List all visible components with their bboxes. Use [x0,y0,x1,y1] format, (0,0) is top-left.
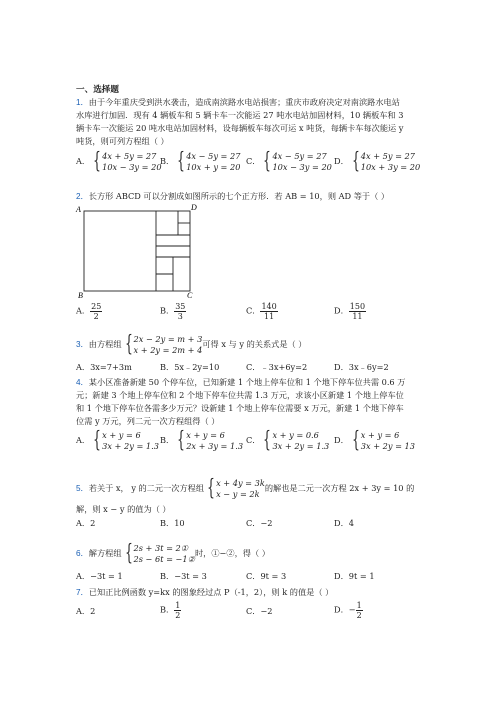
q4-option-a[interactable]: A． { x + y = 6 3x + 2y = 1.3 [76,428,159,453]
label-c: C [187,291,193,299]
q4-line-4: 位需 y 万元，列二元一次方程组得（ ） [76,416,220,426]
label-d: D [191,203,197,212]
q6-option-d[interactable]: D．9t = 1 [334,571,375,581]
q2-option-b[interactable]: B． $\frac{35}{3}$ [160,302,186,321]
q1-line-4: 吨货，则可列方程组（ ） [76,136,169,146]
q3-number: 3． [76,340,89,349]
q3-option-c[interactable]: C．﹣3x+6y=2 [246,362,308,372]
q6-line: 6．解方程组 { 2s + 3t = 2① 2s − 6t = −1② 时，①−②，得（ ） [76,541,270,566]
q1-number: 1． [76,98,89,107]
q7-option-c[interactable]: C．−2 [246,606,273,616]
q3-option-b[interactable]: B．5x﹣2y=10 [160,362,220,372]
q5-line-2: 解，则 x − y 的值为（ ） [76,504,171,514]
q2-option-c[interactable]: C． $\frac{140}{11}$ [246,302,277,321]
section-title: 一、选择题 [76,85,119,95]
q5-option-d[interactable]: D．4 [334,518,354,528]
q6-option-c[interactable]: C．9t = 3 [246,571,287,581]
q3-option-a[interactable]: A．3x=7+3m [76,362,132,372]
q3-option-d[interactable]: D．3x﹣6y=2 [334,362,389,372]
q4-line-1: 4．某小区准备新建 50 个停车位，已知新建 1 个地上停车位和 1 个地下停车位共需 0.6 万 [76,377,406,387]
q5-option-a[interactable]: A．2 [76,518,96,528]
q4-option-b[interactable]: B． { x + y = 6 2x + 3y = 1.3 [160,428,244,453]
q2-number: 2． [76,192,89,201]
q4-option-d[interactable]: D． { x + y = 6 3x + 2y = 13 [334,428,415,453]
q1-option-a[interactable]: A． { 4x + 5y = 27 10x − 3y = 20 [76,149,162,174]
q2-line [76,190,389,203]
q4-line-2: 元；新建 3 个地上停车位和 2 个地下停车位共需 1.3 万元，求该小区新建 1 个地上停车位 [76,390,404,400]
q7-option-d[interactable]: D．− $\frac{1}{2}$ [334,601,362,620]
q7-option-a[interactable]: A．2 [76,606,96,616]
q7-line: 7．已知正比例函数 y=kx 的图象经过点 P（-1，2），则 k 的值是（ ） [76,587,334,597]
q1-option-c[interactable]: C． { 4x − 5y = 27 10x − 3y = 20 [246,149,332,174]
q5-option-c[interactable]: C．−2 [246,518,273,528]
q6-option-a[interactable]: A．−3t = 1 [76,571,123,581]
q1-option-d[interactable]: D． { 4x + 5y = 27 10x + 3y = 20 [334,149,421,174]
q5-number: 5． [76,484,89,493]
q7-option-b[interactable]: B． $\frac{1}{2}$ [160,601,181,620]
q2-option-d[interactable]: D． $\frac{150}{11}$ [334,302,366,321]
q7-number: 7． [76,588,89,597]
q4-option-c[interactable]: C． { x + y = 0.6 3x + 2y = 1.3 [246,428,330,453]
q3-line: 3．由方程组 { 2x − 2y = m + 3 x + 2y = 2m + 4 可得 x 与 y 的关系式是（ ） [76,332,307,357]
q1-line-3: 辆卡车一次能运 20 吨水电站加固材料，设每辆板车每次可运 x 吨货，每辆卡车每次能运 y [76,123,404,133]
q2-option-a[interactable]: A． $\frac{25}{2}$ [76,302,102,321]
label-b: B [78,291,83,299]
q1-option-b[interactable]: B． { 4x − 5y = 27 10x + y = 20 [160,149,241,174]
rectangle-abcd [84,211,190,291]
label-a: A [76,205,81,214]
q1-line-1 [76,96,400,109]
q4-line-3: 和 1 个地下停车位各需多少万元？设新建 1 个地上停车位需要 x 万元，新建 1 个地下停车 [76,403,404,413]
q4-number: 4． [76,378,89,387]
q2-text: 长方形 ABCD 可以分割成如图所示的七个正方形．若 AB = 10，则 AD 等于（ ） [88,191,390,201]
q1-line-2: 水库进行加固．现有 4 辆板车和 5 辆卡车一次能运 27 吨水电站加固材料，10 辆板车和 3 [76,110,404,120]
q1-text-1: 由于今年重庆受到洪水袭击，造成南滨路水电站损害；重庆市政府决定对南滨路水电站 [88,97,400,107]
q5-line-1: 5．若关于 x， y 的二元一次方程组 { x + 4y = 3k x − y = 2k 的解也是二元一次方程 2x + 3y = 10 的 [76,476,415,501]
q2-squares-figure [74,203,200,299]
q6-number: 6． [76,549,89,558]
q6-option-b[interactable]: B．−3t = 3 [160,571,207,581]
q5-option-b[interactable]: B．10 [160,518,185,528]
